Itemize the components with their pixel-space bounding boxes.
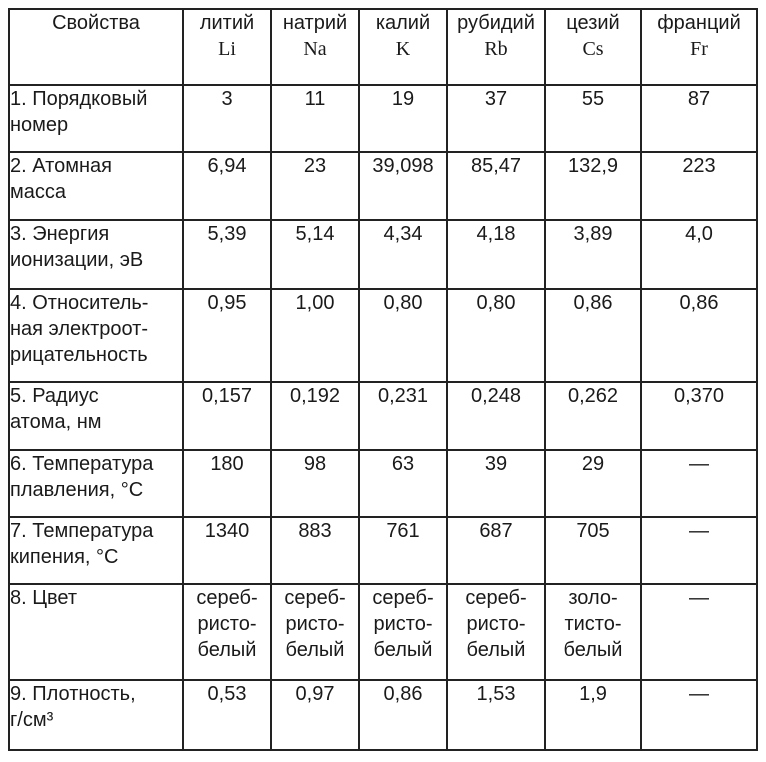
header-element-sodium: [271, 9, 359, 85]
table-row: [9, 517, 757, 584]
element-name: рубидий: [457, 12, 535, 34]
element-name: калий: [375, 12, 431, 34]
property-label: 6. Температура плавления, °C: [9, 450, 183, 517]
property-label: 7. Температура кипения, °C: [9, 517, 183, 584]
value-cell: 6,94: [183, 152, 271, 220]
table-row: [9, 220, 757, 289]
value-cell: 705: [545, 517, 641, 584]
element-symbol: Li: [218, 38, 236, 60]
table-row: [9, 289, 757, 382]
value-cell: 0,192: [271, 382, 359, 450]
value-cell: 0,231: [359, 382, 447, 450]
property-label: 8. Цвет: [9, 584, 183, 680]
value-cell: 19: [359, 85, 447, 152]
table-row: [9, 85, 757, 152]
value-cell: 0,86: [545, 289, 641, 382]
property-label: 5. Радиус атома, нм: [9, 382, 183, 450]
value-cell: 23: [271, 152, 359, 220]
value-cell: 761: [359, 517, 447, 584]
value-cell: 0,86: [641, 289, 757, 382]
value-cell: 11: [271, 85, 359, 152]
element-name: франций: [657, 12, 741, 34]
value-cell: 98: [271, 450, 359, 517]
value-cell: —: [641, 517, 757, 584]
property-label: 2. Атомная масса: [9, 152, 183, 220]
property-label: 1. Порядковый номер: [9, 85, 183, 152]
property-label: 9. Плотность, г/см³: [9, 680, 183, 750]
value-cell: 1340: [183, 517, 271, 584]
value-cell: —: [641, 584, 757, 680]
value-cell: 85,47: [447, 152, 545, 220]
value-cell: сереб- ристо- белый: [271, 584, 359, 680]
element-name: натрий: [282, 12, 348, 34]
header-element-rubidium: [447, 9, 545, 85]
element-symbol: Fr: [690, 38, 708, 60]
table-row: [9, 680, 757, 750]
value-cell: сереб- ристо- белый: [183, 584, 271, 680]
element-symbol: Na: [303, 38, 327, 60]
element-name: литий: [199, 12, 255, 34]
value-cell: 37: [447, 85, 545, 152]
alkali-metals-properties-table: [8, 8, 758, 751]
value-cell: 0,80: [447, 289, 545, 382]
value-cell: 87: [641, 85, 757, 152]
header-element-francium: [641, 9, 757, 85]
header-element-lithium: [183, 9, 271, 85]
value-cell: 883: [271, 517, 359, 584]
value-cell: 39,098: [359, 152, 447, 220]
element-symbol: K: [395, 38, 411, 60]
element-symbol: Rb: [484, 38, 508, 60]
value-cell: 0,370: [641, 382, 757, 450]
value-cell: —: [641, 450, 757, 517]
value-cell: 1,00: [271, 289, 359, 382]
value-cell: 39: [447, 450, 545, 517]
property-label: 3. Энергия ионизации, эВ: [9, 220, 183, 289]
value-cell: —: [641, 680, 757, 750]
value-cell: 29: [545, 450, 641, 517]
header-element-potassium: [359, 9, 447, 85]
value-cell: 0,95: [183, 289, 271, 382]
value-cell: сереб- ристо- белый: [447, 584, 545, 680]
value-cell: 687: [447, 517, 545, 584]
value-cell: 1,53: [447, 680, 545, 750]
value-cell: 132,9: [545, 152, 641, 220]
value-cell: 0,248: [447, 382, 545, 450]
table-row: [9, 382, 757, 450]
value-cell: 0,53: [183, 680, 271, 750]
value-cell: 4,18: [447, 220, 545, 289]
value-cell: 3,89: [545, 220, 641, 289]
element-symbol: Cs: [582, 38, 604, 60]
table-row: [9, 450, 757, 517]
value-cell: 1,9: [545, 680, 641, 750]
value-cell: 5,39: [183, 220, 271, 289]
value-cell: 223: [641, 152, 757, 220]
property-label: 4. Относитель- ная электроот- рицательность: [9, 289, 183, 382]
value-cell: 3: [183, 85, 271, 152]
value-cell: 5,14: [271, 220, 359, 289]
value-cell: 180: [183, 450, 271, 517]
table-row: [9, 152, 757, 220]
value-cell: 4,0: [641, 220, 757, 289]
value-cell: 0,157: [183, 382, 271, 450]
value-cell: 55: [545, 85, 641, 152]
value-cell: 0,80: [359, 289, 447, 382]
element-name: цезий: [566, 12, 620, 34]
value-cell: 0,86: [359, 680, 447, 750]
value-cell: 0,97: [271, 680, 359, 750]
value-cell: 0,262: [545, 382, 641, 450]
value-cell: 63: [359, 450, 447, 517]
header-element-cesium: [545, 9, 641, 85]
header-properties: Свойства: [9, 9, 183, 85]
table-row: [9, 584, 757, 680]
header-row: [9, 9, 757, 85]
value-cell: сереб- ристо- белый: [359, 584, 447, 680]
value-cell: золо- тисто- белый: [545, 584, 641, 680]
value-cell: 4,34: [359, 220, 447, 289]
